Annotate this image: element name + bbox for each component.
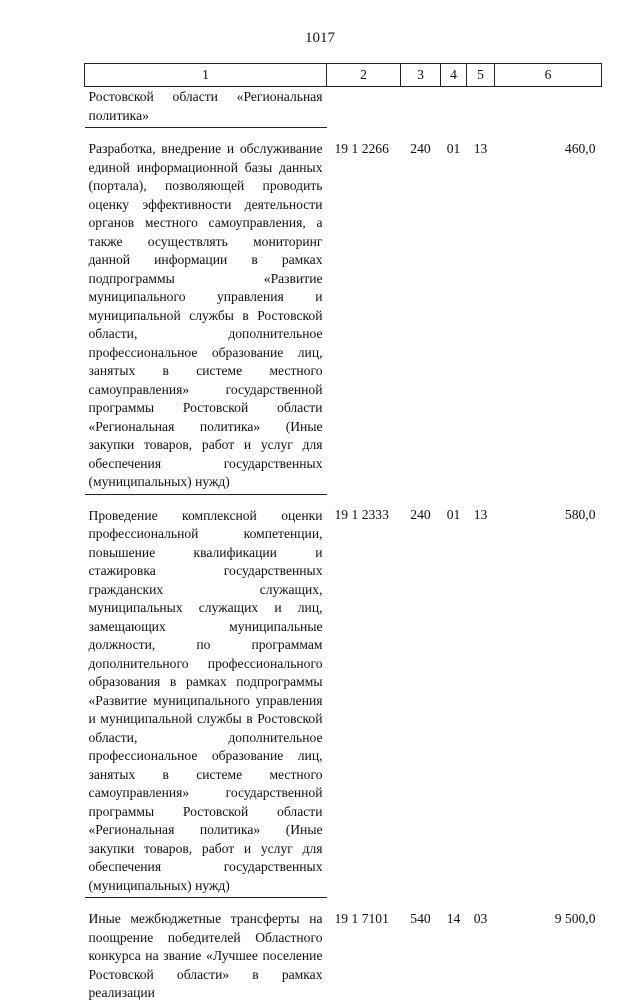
row-col4: 01	[446, 140, 461, 156]
row-col3: 240	[410, 507, 431, 522]
column-header-1: 1	[85, 64, 327, 87]
row-col3: 540	[410, 910, 431, 926]
page-number: 1017	[305, 30, 335, 46]
column-header-3: 3	[401, 64, 441, 87]
column-header-6: 6	[495, 64, 602, 87]
row-amount: 460,0	[564, 140, 596, 156]
row-code: 19 1 2333	[334, 507, 389, 522]
table-row	[85, 898, 602, 1005]
row-col3: 240	[410, 140, 431, 156]
budget-table	[84, 63, 602, 1005]
row-description: Иные межбюджетные трансферты на поощрение победителей Областного конкурса на звание «Лучшее поселение Ростовской области» в рамках реализации	[88, 911, 323, 1000]
column-header-2: 2	[327, 64, 401, 87]
row-col5: 13	[473, 140, 488, 156]
row-code: 19 1 7101	[334, 910, 389, 926]
table-row-continuation	[85, 87, 602, 128]
row-col4: 14	[446, 910, 461, 926]
row-amount: 9 500,0	[554, 910, 596, 926]
row-col5: 13	[473, 507, 488, 522]
row-col4: 01	[446, 507, 461, 522]
row-amount: 580,0	[564, 507, 596, 522]
row-code: 19 1 2266	[334, 140, 389, 156]
row-description: Проведение комплексной оценки профессиональной компетенции, повышение квалификации и стажировка государственных гражданских служащих, муниципальных служащих и лиц, замещающих муниципальные должности, по программам дополнительного профессионального образования в рамках подпрограммы «Развитие муниципального управления и муниципальной службы в Ростовской области, дополнительное профессиональное образование лиц, занятых в системе местного самоуправления» государственной программы Ростовской области «Региональная политика» (Иные закупки товаров, работ и услуг для обеспечения государственных (муниципальных) нужд)	[85, 494, 327, 898]
table-row	[85, 494, 602, 898]
row-description: Разработка, внедрение и обслуживание единой информационной базы данных (портала), позволяющей проводить оценку эффективности деятельности органов местного самоуправления, а также осуществлять мониторинг данной информации в рамках подпрограммы «Развитие муниципального управления и муниципальной службы в Ростовской области, дополнительное профессиональное образование лиц, занятых в системе местного самоуправления» государственной программы Ростовской области «Региональная политика» (Иные закупки товаров, работ и услуг для обеспечения государственных (муниципальных) нужд)	[85, 128, 327, 495]
row-col5: 03	[473, 910, 488, 926]
column-header-4: 4	[441, 64, 467, 87]
table-row	[85, 128, 602, 495]
table-header-row	[85, 64, 602, 87]
continuation-text: Ростовской области «Региональная политика»	[85, 87, 327, 128]
column-header-5: 5	[467, 64, 495, 87]
